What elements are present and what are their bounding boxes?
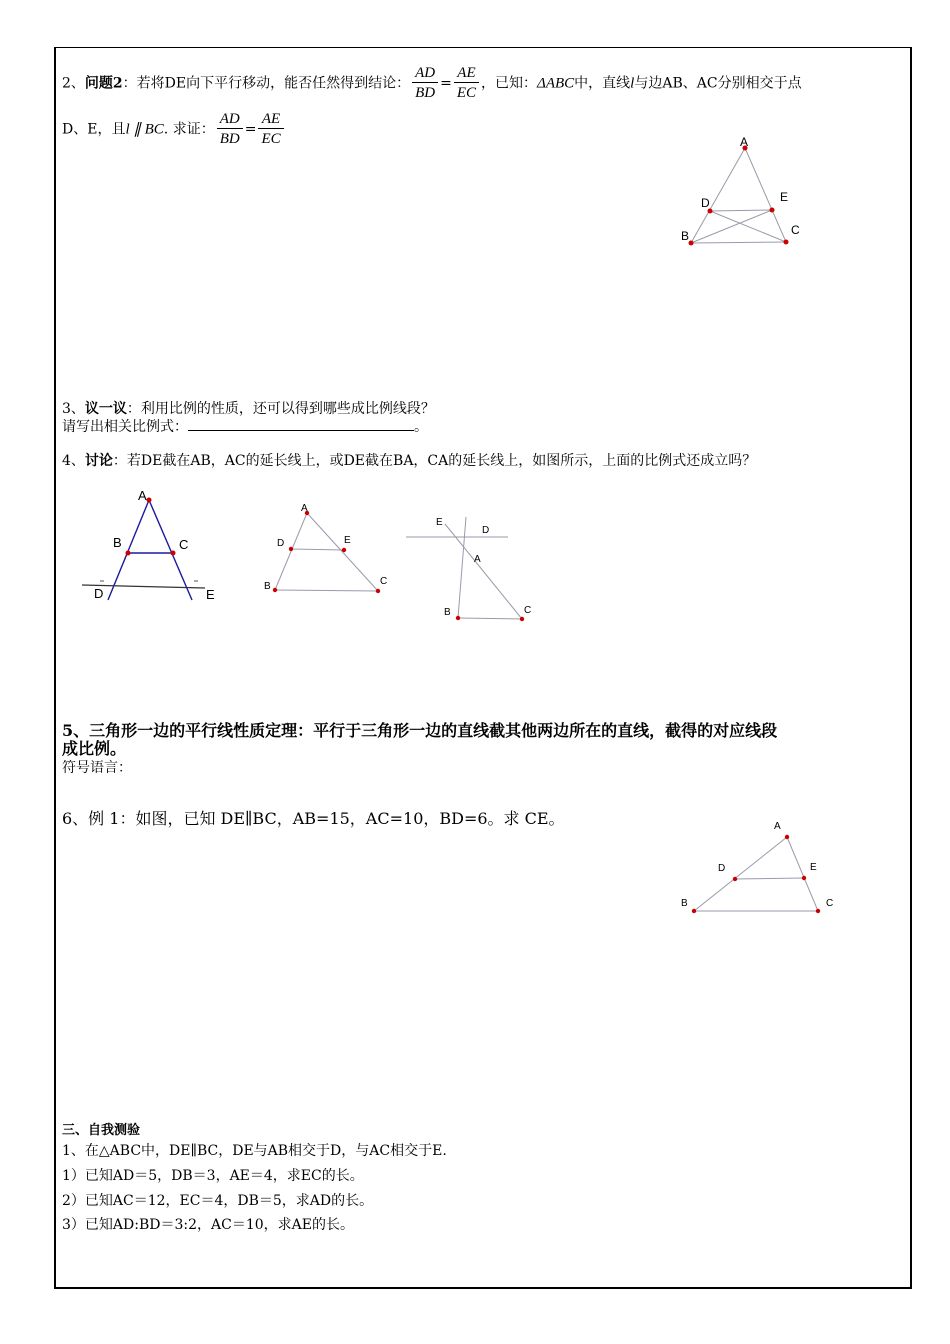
self-test-item-3: 3）已知AD:BD＝3:2，AC＝10，求AE的长。 xyxy=(62,1217,354,1233)
q2-number: 2、 xyxy=(62,75,85,92)
fig4-label-a: A xyxy=(474,554,481,565)
q2-eq: = xyxy=(440,75,452,92)
q2-text3: 中，直线 xyxy=(574,75,631,92)
q2-frac-ad-bd: $\frac{AD}{BD}$ xyxy=(412,64,438,103)
answer-blank[interactable] xyxy=(188,418,414,431)
fig3-label-a: A xyxy=(301,503,308,514)
q2-frac-ae-ec-2: $\frac{AE}{EC}$ xyxy=(258,110,283,149)
fig4-label-d: D xyxy=(482,525,490,536)
q2-line2b: . 求证： xyxy=(163,121,215,138)
q2-line1 xyxy=(62,64,802,103)
q2-line2: D、E，且l ∥ BC. 求证： $\frac{AD}{BD}$ = $\frac{AE}{EC}$ xyxy=(62,110,286,149)
fig5-label-c: C xyxy=(826,898,834,909)
fig1-label-a: A xyxy=(740,135,749,149)
fig3-label-b: B xyxy=(264,581,271,592)
q2-text4: 与边AB、AC分别相交于点 xyxy=(634,75,802,92)
fig2-label-d: D xyxy=(94,586,104,601)
fig4-label-c: C xyxy=(524,605,532,616)
fig1-label-e: E xyxy=(780,190,789,204)
figure-5 xyxy=(675,815,845,925)
self-test-item-1: 1）已知AD＝5，DB＝3，AE＝4，求EC的长。 xyxy=(62,1168,364,1184)
q3-line2: 请写出相关比例式： 。 xyxy=(62,419,428,435)
fig1-label-d: D xyxy=(701,196,710,210)
fig3-label-e: E xyxy=(344,535,351,546)
fig2-label-b: B xyxy=(113,535,122,550)
fig5-label-a: A xyxy=(774,821,781,832)
fig2-label-a: A xyxy=(138,488,147,503)
q2-triangle: ΔABC xyxy=(537,75,575,92)
fig5-label-d: D xyxy=(718,863,726,874)
fig4-label-b: B xyxy=(444,607,451,618)
fig3-label-d: D xyxy=(277,538,285,549)
q2-frac-ae-ec: $\frac{AE}{EC}$ xyxy=(454,64,479,103)
self-test-heading: 三、自我测验 xyxy=(62,1123,141,1138)
fig5-label-e: E xyxy=(810,862,817,873)
q4-label: 讨论 xyxy=(84,453,113,469)
fig5-label-b: B xyxy=(681,898,688,909)
q2-line2a: D、E，且 xyxy=(62,121,126,138)
figure-4 xyxy=(400,510,540,625)
fig2-label-e: E xyxy=(206,587,215,602)
q5-theorem: 5、三角形一边的平行线性质定理：平行于三角形一边的直线截其他两边所在的直线，截得的对应线段 xyxy=(62,721,778,740)
q5-symbol: 符号语言： xyxy=(62,760,132,776)
figure-3 xyxy=(260,498,400,603)
q2-text2: ，已知： xyxy=(481,75,538,92)
q2-text1: ：若将DE向下平行移动，能否任然得到结论： xyxy=(122,75,411,92)
q6-example: 6、例 1：如图，已知 DE∥BC，AB=15，AC=10，BD=6。求 CE。 xyxy=(62,809,565,828)
figure-1 xyxy=(670,130,820,255)
q5-theorem-2: 成比例。 xyxy=(62,739,127,758)
q3-label: 议一议 xyxy=(84,401,127,417)
figure-2 xyxy=(80,485,230,605)
fig1-label-b: B xyxy=(681,229,690,243)
self-test-intro: 1、在△ABC中，DE∥BC，DE与AB相交于D，与AC相交于E. xyxy=(62,1143,447,1159)
q3-line1: 3、议一议：利用比例的性质，还可以得到哪些成比例线段？ xyxy=(62,401,435,417)
q2-frac-ad-bd-2: $\frac{AD}{BD}$ xyxy=(217,110,243,149)
self-test-item-2: 2）已知AC＝12，EC＝4，DB＝5，求AD的长。 xyxy=(62,1193,374,1209)
fig2-label-c: C xyxy=(179,537,189,552)
fig3-label-c: C xyxy=(380,576,388,587)
q4-line: 4、讨论：若DE截在AB，AC的延长线上，或DE截在BA，CA的延长线上，如图所示，上面的比例式还成立吗？ xyxy=(62,453,757,469)
q2-parallel: l ∥ BC xyxy=(125,121,164,138)
fig4-label-e: E xyxy=(436,517,443,528)
q2-line-l: l xyxy=(630,75,635,92)
fig1-label-c: C xyxy=(791,223,800,237)
q2-label: 问题2 xyxy=(84,75,123,92)
